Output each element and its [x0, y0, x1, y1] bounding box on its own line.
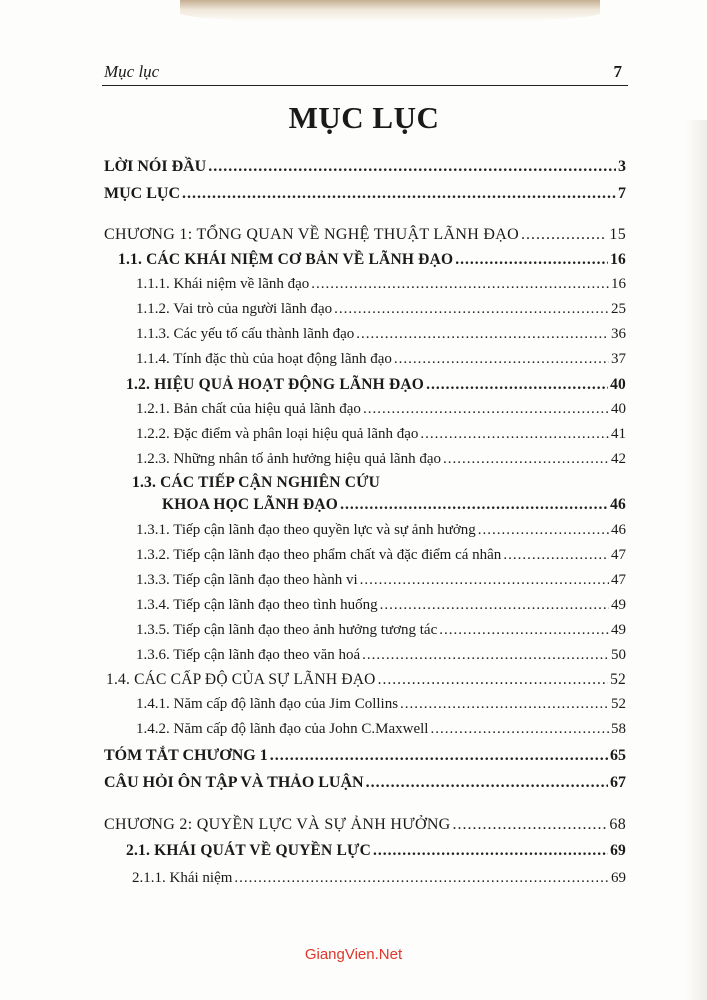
toc-entry-page: 69	[610, 842, 626, 859]
toc-entry-label: 2.1. KHÁI QUÁT VỀ QUYỀN LỰC	[126, 842, 371, 859]
toc-entry-label: 1.1.3. Các yếu tố cấu thành lãnh đạo	[136, 326, 355, 342]
toc-entry-1-1-3[interactable]	[136, 326, 626, 343]
toc-entry-1-4-1[interactable]	[136, 696, 626, 713]
toc-entry-1-3-6[interactable]	[136, 647, 626, 664]
toc-entry-page: 47	[611, 547, 626, 563]
toc-entry-page: 69	[611, 870, 626, 886]
dot-leader	[394, 351, 609, 368]
dot-leader	[503, 547, 609, 564]
toc-entry-page: 25	[611, 301, 626, 317]
dot-leader	[430, 721, 609, 738]
toc-entry-contents[interactable]	[104, 185, 626, 203]
toc-entry-page: 68	[609, 816, 626, 833]
toc-entry-1-3-5[interactable]	[136, 622, 626, 639]
toc-entry-label: 1.1.2. Vai trò của người lãnh đạo	[136, 301, 333, 317]
toc-entry-label: 1.4.1. Năm cấp độ lãnh đạo của Jim Collins	[136, 696, 399, 712]
dot-leader	[453, 816, 608, 834]
toc-entry-label: KHOA HỌC LÃNH ĐẠO	[162, 496, 339, 513]
toc-entry-2-1-1[interactable]	[132, 870, 626, 887]
dot-leader	[373, 842, 608, 860]
toc-entry-page: 49	[611, 622, 626, 638]
toc-entry-1-2-3[interactable]	[136, 451, 626, 468]
dot-leader	[270, 747, 608, 765]
toc-entry-page: 40	[611, 401, 626, 417]
toc-entry-label: MỤC LỤC	[104, 185, 180, 202]
dot-leader	[360, 572, 609, 589]
toc-entry-page: 42	[611, 451, 626, 467]
toc-entry-page: 15	[609, 226, 626, 243]
toc-entry-summary-1[interactable]	[104, 747, 626, 765]
toc-entry-label: 2.1.1. Khái niệm	[132, 870, 233, 886]
toc-entry-label: 1.3.3. Tiếp cận lãnh đạo theo hành vi	[136, 572, 358, 588]
page-top-shadow	[180, 0, 600, 22]
toc-entry-label: LỜI NÓI ĐẦU	[104, 158, 207, 175]
toc-entry-review-questions-1[interactable]	[104, 774, 626, 792]
toc-entry-page: 49	[611, 597, 626, 613]
toc-entry-page: 41	[611, 426, 626, 442]
toc-entry-preface[interactable]	[104, 158, 626, 176]
toc-entry-label: 1.2.1. Bản chất của hiệu quả lãnh đạo	[136, 401, 361, 417]
toc-entry-page: 65	[610, 747, 626, 764]
toc-entry-1-2-1[interactable]	[136, 401, 626, 418]
toc-entry-label: 1.4.2. Năm cấp độ lãnh đạo của John C.Maxwell	[136, 721, 429, 737]
toc-entry-label: 1.1. CÁC KHÁI NIỆM CƠ BẢN VỀ LÃNH ĐẠO	[118, 251, 454, 268]
dot-leader	[356, 326, 609, 343]
toc-entry-label: CHƯƠNG 2: QUYỀN LỰC VÀ SỰ ẢNH HƯỞNG	[104, 816, 451, 833]
dot-leader	[478, 522, 609, 539]
watermark: GiangVien.Net	[304, 946, 403, 963]
toc-entry-page: 46	[611, 522, 626, 538]
dot-leader	[208, 158, 616, 176]
dot-leader	[182, 185, 616, 203]
dot-leader	[311, 276, 609, 293]
toc-entry-page: 16	[611, 276, 626, 292]
toc-entry-label: 1.1.4. Tính đặc thù của hoạt động lãnh đạo	[136, 351, 392, 367]
toc-entry-page: 7	[618, 185, 626, 202]
dot-leader	[363, 401, 609, 418]
toc-entry-page: 50	[611, 647, 626, 663]
dot-leader	[362, 647, 609, 664]
toc-entry-label: 1.2.2. Đặc điểm và phân loại hiệu quả lãnh đạo	[136, 426, 419, 442]
toc-entry-label: 1.4. CÁC CẤP ĐỘ CỦA SỰ LÃNH ĐẠO	[106, 671, 376, 688]
dot-leader	[443, 451, 609, 468]
dot-leader	[380, 597, 609, 614]
toc-entry-1-4-2[interactable]	[136, 721, 626, 738]
page-right-edge	[685, 120, 707, 1000]
toc-entry-section-1-3[interactable]	[162, 496, 626, 514]
toc-entry-label: 1.3.4. Tiếp cận lãnh đạo theo tình huống	[136, 597, 378, 613]
toc-entry-page: 52	[610, 671, 626, 688]
toc-entry-section-1-2[interactable]	[126, 376, 626, 394]
toc-entry-label: TÓM TẮT CHƯƠNG 1	[104, 747, 268, 764]
dot-leader	[234, 870, 609, 887]
toc-entry-section-2-1[interactable]	[126, 842, 626, 860]
dot-leader	[439, 622, 609, 639]
toc-entry-label: 1.3.5. Tiếp cận lãnh đạo theo ảnh hưởng tương tác	[136, 622, 438, 638]
toc-entry-page: 16	[610, 251, 626, 268]
toc-entry-label: 1.3.6. Tiếp cận lãnh đạo theo văn hoá	[136, 647, 361, 663]
toc-entry-label: 1.3.2. Tiếp cận lãnh đạo theo phẩm chất và đặc điểm cá nhân	[136, 547, 502, 563]
toc-entry-page: 40	[610, 376, 626, 393]
toc-entry-page: 58	[611, 721, 626, 737]
toc-entry-1-1-4[interactable]	[136, 351, 626, 368]
toc-entry-1-1-1[interactable]	[136, 276, 626, 293]
dot-leader	[426, 376, 608, 394]
toc-entry-1-3-1[interactable]	[136, 522, 626, 539]
toc-entry-section-1-1[interactable]	[118, 251, 626, 269]
dot-leader	[420, 426, 609, 443]
toc-entry-chapter-1[interactable]	[104, 226, 626, 244]
dot-leader	[455, 251, 608, 269]
toc-entry-label: 1.2.3. Những nhân tố ảnh hưởng hiệu quả lãnh đạo	[136, 451, 441, 467]
dot-leader	[366, 774, 608, 792]
toc-entry-1-3-3[interactable]	[136, 572, 626, 589]
toc-entry-1-3-2[interactable]	[136, 547, 626, 564]
toc-entry-section-1-3-line1[interactable]: 1.3. CÁC TIẾP CẬN NGHIÊN CỨU	[132, 474, 381, 491]
toc-entry-label: 1.3.1. Tiếp cận lãnh đạo theo quyền lực và sự ảnh hưởng	[136, 522, 476, 538]
toc-entry-label: CÂU HỎI ÔN TẬP VÀ THẢO LUẬN	[104, 774, 364, 791]
toc-entry-page: 36	[611, 326, 626, 342]
page-number: 7	[613, 62, 622, 81]
toc-entry-label: 1.1.1. Khái niệm về lãnh đạo	[136, 276, 310, 292]
toc-entry-page: 3	[618, 158, 626, 175]
dot-leader	[400, 696, 609, 713]
toc-entry-label: 1.2. HIỆU QUẢ HOẠT ĐỘNG LÃNH ĐẠO	[126, 376, 425, 393]
toc-entry-1-3-4[interactable]	[136, 597, 626, 614]
dot-leader	[521, 226, 607, 244]
header-rule	[102, 85, 628, 86]
toc-entry-page: 67	[610, 774, 626, 791]
toc-entry-page: 52	[611, 696, 626, 712]
dot-leader	[340, 496, 608, 514]
toc-entry-label: CHƯƠNG 1: TỔNG QUAN VỀ NGHỆ THUẬT LÃNH ĐẠO	[104, 226, 519, 243]
dot-leader	[378, 671, 609, 689]
toc-entry-page: 47	[611, 572, 626, 588]
toc-entry-1-1-2[interactable]	[136, 301, 626, 318]
toc-entry-section-1-4[interactable]	[106, 671, 626, 689]
dot-leader	[334, 301, 609, 318]
page-title: MỤC LỤC	[288, 100, 440, 135]
toc-entry-1-2-2[interactable]	[136, 426, 626, 443]
toc-entry-page: 37	[611, 351, 626, 367]
running-title: Mục lục	[104, 62, 160, 81]
running-header	[104, 62, 624, 82]
toc-entry-page: 46	[610, 496, 626, 513]
toc-entry-chapter-2[interactable]	[104, 816, 626, 834]
